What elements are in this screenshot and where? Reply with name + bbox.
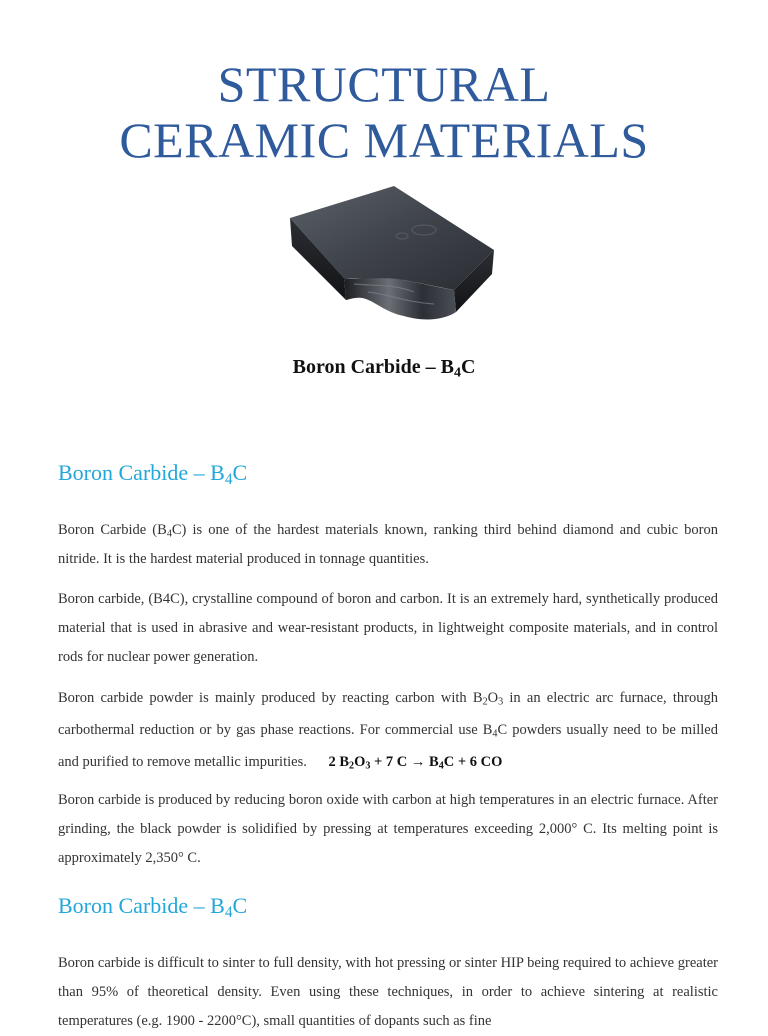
page-title-line-2: CERAMIC MATERIALS bbox=[119, 112, 649, 168]
reaction-equation: 2 $B_2O_3 + 7$ $C \to B_4C + 6$ CO bbox=[328, 754, 503, 772]
paragraph-4: Boron carbide is produced by reducing boron oxide with carbon at high temperatures in an electric furnace. After grinding, the black powder is solidified by pressing at temperatures exceeding 2,000° C. Its melting point is approximately 2,350° C. bbox=[58, 792, 718, 866]
image-caption: Boron Carbide – $B_4C$ bbox=[292, 356, 476, 381]
paragraph-1: Boron Carbide $(B_4C)$ is one of the hardest materials known, ranking third behind diamond and cubic boron nitride. It is the hardest material produced in tonnage quantities. bbox=[58, 522, 719, 567]
paragraph-5: Boron carbide is difficult to sinter to full density, with hot pressing or sinter HIP being required to achieve greater than 95% of theoretical density. Even using these techniques, in order to achieve sintering at realistic temperatures (e.g. 1900 - 2200°C), small quantities of dopants such as fine bbox=[58, 955, 718, 1029]
section-heading-2: Boron Carbide – $B_4C$ bbox=[58, 893, 248, 921]
section-heading-1: Boron Carbide – $B_4C$ bbox=[58, 460, 248, 488]
paragraph-2: Boron carbide, (B4C), crystalline compound of boron and carbon. It is an extremely hard, synthetically produced material that is used in abrasive and wear-resistant products, in lightweight composite materials, and in control rods for nuclear power generation. bbox=[58, 591, 718, 665]
page-title-line-1: STRUCTURAL bbox=[217, 56, 551, 112]
boron-carbide-sample-image bbox=[284, 180, 500, 325]
paragraph-3: Boron carbide powder is mainly produced by reacting carbon with $B_2O_3$ in an electric arc furnace, through carbothermal reduction or by gas phase reactions. For commercial use $B_4C$ powders usually need to be milled and purified to remove metallic impurities. 2 $B_2O_3 + 7$ $C \to B_4C + 6$ CO bbox=[58, 690, 718, 772]
